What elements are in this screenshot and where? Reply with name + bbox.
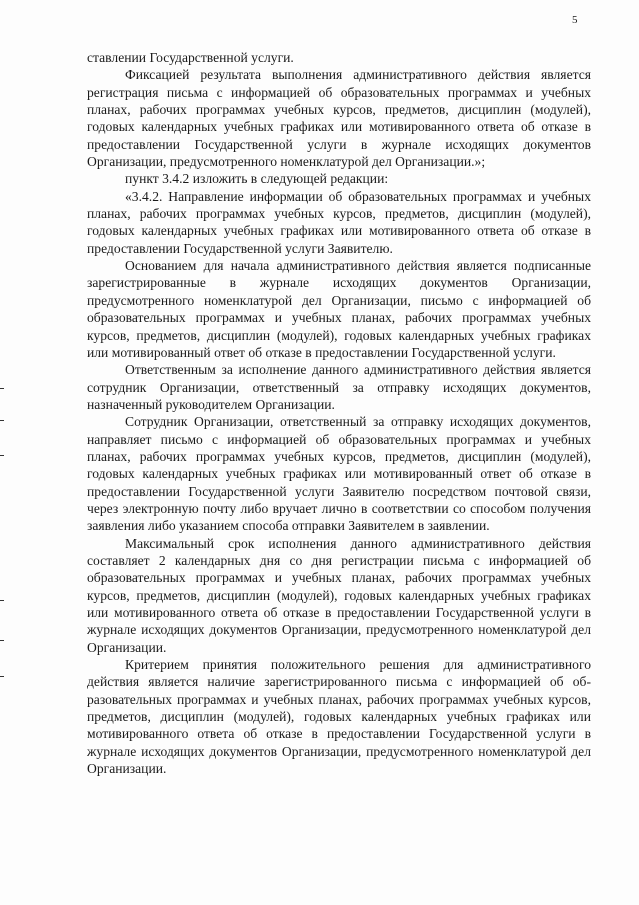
paragraph-criterion: Критерием принятия положительного решения для административного действия является наличие зарегистрированного письма с информацией об образовательных программах и учебных планах, рабочих программах учебных курсов, предметов, дисциплин (модулей), годовых календарных учебных графиках или мотивированного ответа об отказе в предоставлении Государственной услуги в журнале исходящих документов Организации, предусмотренного номенклатурой дел Организации.	[87, 657, 591, 777]
scan-mark	[0, 600, 4, 601]
document-body	[87, 49, 591, 777]
paragraph-continuation: ставлении Государственной услуги.	[87, 50, 294, 65]
page-number: 5	[572, 14, 578, 26]
scan-mark	[0, 640, 4, 641]
paragraph-employee-action: Сотрудник Организации, ответственный за отправку исходящих документов, направляет письмо с информацией об образовательных программах и учебных планах, рабочих программах учебных курсов, предметов, дисциплин (модулей), годовых календарных учебных графиках или мотивированный ответ об отказе в предоставлении Государственной услуги Заявителю посредством почтовой связи, через электронную почту либо вручает лично в соответствии со способом получения заявления либо указанием способа отправки Заявителем в заявлении.	[87, 414, 591, 534]
paragraph-section-3-4-2: «3.4.2. Направление информации об образовательных программах и учебных планах, рабочих программах учебных курсов, предметов, дисциплин (модулей), годовых календарных учебных графиках или мотивированного ответа об отказе в предоставлении Государственной услуги Заявителю.	[87, 188, 591, 256]
scan-mark	[0, 455, 4, 456]
scan-mark	[0, 388, 4, 389]
scan-edge-marks	[0, 0, 6, 905]
paragraph-max-term: Максимальный срок исполнения данного административного действия составляет 2 календарных дня со дня регистрации письма с информацией об образовательных программах и учебных планах, рабочих программах учебных курсов, предметов, дисциплин (модулей), годовых календарных учебных графиках или мотивированного ответа об отказе в предоставлении Государственной услуги в журнале исходящих документов Организации, предусмотренного номенклатурой дел Организации.	[87, 535, 591, 655]
scan-mark	[0, 676, 4, 677]
paragraph-responsible: Ответственным за исполнение данного административного действия является сотрудник Организации, ответственный за отправку исходящих документов, назначенный руководителем Организации.	[87, 362, 591, 412]
paragraph-grounds: Основанием для начала административного действия является подписанные зарегистрированные в журнале исходящих документов Организации, предусмотренного номенклатурой дел Организации, письмо с информацией об образовательных программах и учебных планах, рабочих программах учебных курсов, предметов, дисциплин (модулей), годовых календарных учебных графиках или мотивированный ответ об отказе в предоставлении Государственной услуги.	[87, 258, 591, 360]
paragraph-result-fixation: Фиксацией результата выполнения административного действия является регистрация письма с информацией об образовательных программах и учебных планах, рабочих программах учебных курсов, предметов, дисциплин (модулей), годовых календарных учебных графиках или мотивированного ответа об отказе в предоставлении Государственной услуги в журнале исходящих документов Организации, предусмотренного номенклатурой дел Организации.»;	[87, 67, 591, 170]
scan-mark	[0, 420, 4, 421]
paragraph-amendment-intro: пункт 3.4.2 изложить в следующей редакции:	[125, 171, 389, 187]
